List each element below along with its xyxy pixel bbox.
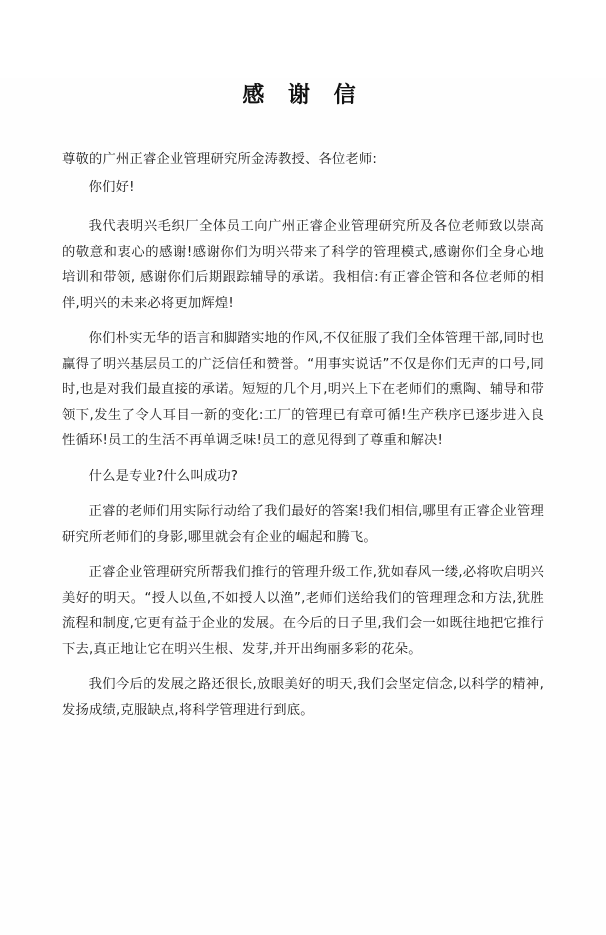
paragraph-spacer (62, 318, 544, 326)
page-title: 感 谢 信 (242, 83, 364, 108)
paragraph-spacer (62, 552, 544, 560)
paragraph-3-question: 什么是专业?什么叫成功? (88, 468, 239, 484)
paragraph-2: 你们朴实无华的语言和脚踏实地的作风,不仅征服了我们全体管理干部,同时也赢得了明兴基层员工的广泛信任和赞誉。“用事实说话”不仅是你们无声的口号,同时,也是对我们最直接的承诺。短短的几个月,明兴上下在老师们的熏陶、辅导和带领下,发生了令人耳目一新的变化:工厂的管理已有章可循!生产秩序已逐步进入良性循环!员工的生活不再单调乏味!员工的意见得到了尊重和解决! (62, 331, 544, 448)
paragraph-spacer (62, 456, 544, 464)
paragraph-1: 我代表明兴毛织厂全体员工向广州正睿企业管理研究所及各位老师致以崇高的敬意和衷心的感谢!感谢你们为明兴带来了科学的管理模式,感谢你们全身心地培训和带领, 感谢你们后期跟踪辅导的承诺。我相信:有正睿企管和各位老师的相伴,明兴的未来必将更加辉煌! (62, 219, 544, 311)
document-page (0, 78, 606, 935)
paragraph-4: 正睿的老师们用实际行动给了我们最好的答案!我们相信,哪里有正睿企业管理研究所老师们的身影,哪里就会有企业的崛起和腾飞。 (62, 504, 544, 545)
greeting-line: 你们好! (88, 179, 135, 195)
salutation-line: 尊敬的广州正睿企业管理研究所金涛教授、各位老师: (62, 152, 378, 167)
paragraph-6: 我们今后的发展之路还很长,放眼美好的明天,我们会坚定信念,以科学的精神,发扬成绩,克服缺点,将科学管理进行到底。 (62, 677, 544, 718)
paragraph-5: 正睿企业管理研究所帮我们推行的管理升级工作,犹如春风一缕,必将吹启明兴美好的明天。“授人以鱼,不如授人以渔”,老师们送给我们的管理理念和方法,犹胜流程和制度,它更有益于企业的发展。在今后的日子里,我们会一如既往地把它推行下去,真正地让它在明兴生根、发芽,并开出绚丽多彩的花朵。 (62, 565, 544, 657)
paragraph-spacer (62, 664, 544, 672)
paragraph-spacer (62, 202, 544, 214)
document-body (62, 147, 544, 723)
paragraph-spacer (62, 491, 544, 499)
